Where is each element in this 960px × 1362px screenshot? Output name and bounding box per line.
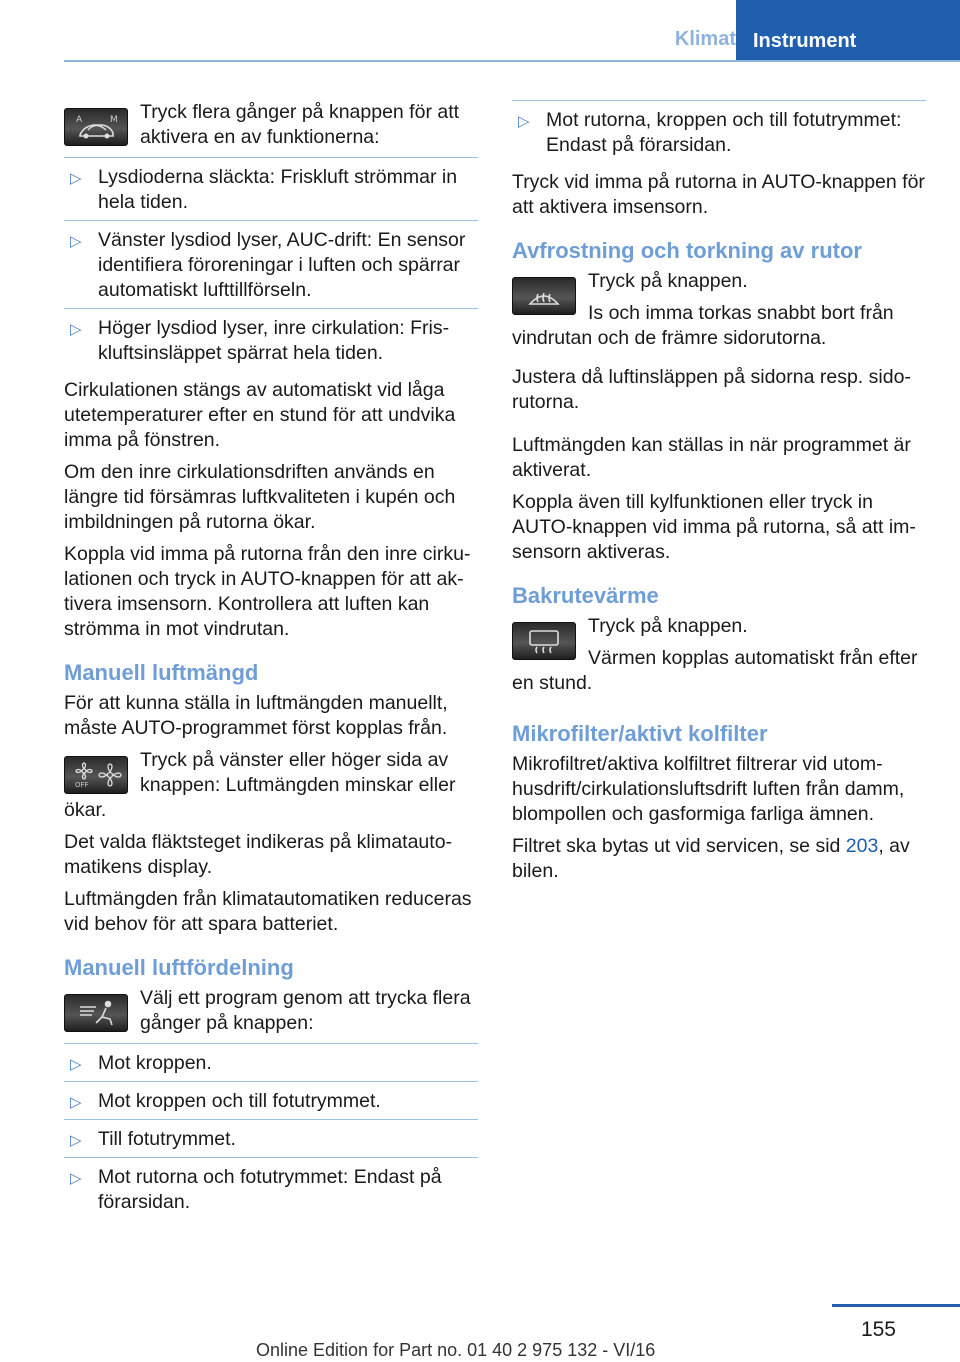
paragraph: Cirkulationen stängs av automatiskt vid låga utetemperaturer efter en stund för att undvika imma på fönstren. (64, 379, 456, 451)
paragraph: Is och imma torkas snabbt bort från vindrutan och de främre sidorutorna. (512, 302, 894, 349)
paragraph: Filtret ska bytas ut vid servicen, se sid 203, av bilen. (512, 835, 910, 882)
heading-manuell-luftmangd: Manuell luftmängd (64, 660, 259, 685)
heading-manuell-luftfordelning: Manuell luftfördelning (64, 955, 294, 980)
triangle-bullet-icon: ▷ (70, 321, 82, 338)
distribution-instruction (64, 986, 478, 1036)
triangle-bullet-icon: ▷ (70, 1056, 82, 1073)
paragraph: För att kunna ställa in luftmängden manuellt, måste AUTO-programmet först kopplas från. (64, 692, 448, 739)
heading-mikrofilter: Mikrofilter/aktivt kolfilter (512, 721, 768, 746)
list-item: ▷ Mot rutorna, kroppen och till fotutrymmet: Endast på förarsidan. (512, 100, 926, 163)
defrost-instruction (512, 269, 926, 358)
triangle-bullet-icon: ▷ (70, 1132, 82, 1149)
triangle-bullet-icon: ▷ (70, 1094, 82, 1111)
paragraph: Koppla även till kylfunktionen eller tryck in AUTO-knappen vid imma på rutorna, så att imsensorn aktiveras. (512, 491, 916, 563)
triangle-bullet-icon: ▷ (70, 170, 82, 187)
triangle-bullet-icon: ▷ (70, 233, 82, 250)
triangle-bullet-icon: ▷ (70, 1170, 82, 1187)
paragraph: Koppla vid imma på rutorna från den inre cirkulationen och tryck in AUTO-knappen för att aktivera imsensorn. Kontrollera att luften kan strömma in mot vindrutan. (64, 543, 471, 640)
svg-text:A: A (76, 115, 83, 125)
paragraph: Tryck på knappen. (588, 615, 748, 637)
svg-text:OFF: OFF (75, 781, 89, 789)
paragraph: Mikrofiltret/aktiva kolfiltret filtrerar vid utomhusdrift/cirkulationsluftsdrift luften från damm, blompollen och gasformiga farliga ämnen. (512, 753, 905, 825)
footer-rule (832, 1304, 960, 1307)
online-edition-note: Online Edition for Part no. 01 40 2 975 132 - VI/16 (256, 1340, 656, 1360)
page-header (64, 0, 960, 62)
rear-heating-instruction (512, 614, 926, 703)
left-column (64, 100, 478, 1227)
fan-instruction (64, 748, 478, 823)
header-rule (64, 60, 960, 62)
recirculation-button-icon (64, 108, 128, 146)
page-number: 155 (860, 1318, 896, 1341)
rear-window-heating-button-icon (512, 622, 576, 660)
heading-avfrostning: Avfrostning och torkning av rutor (512, 238, 862, 263)
section-tab-klimat[interactable]: Klimat (674, 28, 736, 50)
paragraph: Luftmängden kan ställas in när programmet är aktiverat. (512, 434, 911, 481)
page-link-203[interactable]: 203 (845, 835, 879, 857)
air-distribution-button-icon (64, 994, 128, 1032)
fan-instruction-text: Tryck på vänster eller höger sida av knappen: Luftmängden minskar eller ökar. (64, 749, 456, 821)
windshield-defrost-button-icon (512, 277, 576, 315)
paragraph: Luftmängden från klimatautomatiken reduceras vid behov för att spara batteriet. (64, 888, 472, 935)
list-item: ▷ Höger lysdiod lyser, inre cirkulation: Friskluftsinsläppet spärrat hela tiden. (64, 308, 478, 371)
chapter-tab-instrument[interactable]: Instrument (736, 0, 960, 62)
fan-speed-button-icon (64, 756, 128, 794)
paragraph: Det valda fläktsteget indikeras på klimatautomatikens display. (64, 831, 453, 878)
paragraph: Värmen kopplas automatiskt från efter en stund. (512, 647, 918, 694)
list-item: ▷ Vänster lysdiod lyser, AUC-drift: En sensor identifiera föroreningar i luften och spärrar automatiskt lufttillförseln. (64, 220, 478, 308)
paragraph: Tryck på knappen. (588, 270, 748, 292)
list-item: ▷ Mot rutorna och fotutrymmet: Endast på förarsidan. (64, 1157, 478, 1220)
distribution-modes-list (64, 1043, 478, 1220)
paragraph: Om den inre cirkulationsdriften används en längre tid försämras luftkvaliteten i kupén och imbildningen på rutorna ökar. (64, 461, 456, 533)
list-item: ▷ Lysdioderna släckta: Friskluft strömmar in hela tiden. (64, 157, 478, 220)
recirc-intro (64, 100, 478, 150)
right-column (512, 100, 926, 891)
triangle-bullet-icon: ▷ (518, 113, 530, 130)
svg-text:M: M (110, 115, 118, 125)
paragraph: Justera då luftinsläppen på sidorna resp. sidorutorna. (512, 366, 911, 413)
recirc-intro-text: Tryck flera gånger på knappen för att aktivera en av funktionerna: (140, 101, 460, 148)
recirc-modes-list (64, 157, 478, 371)
paragraph: Tryck vid imma på rutorna in AUTO-knappen för att aktivera imsensorn. (512, 171, 925, 218)
heading-bakrutevarme: Bakrutevärme (512, 583, 659, 608)
distribution-instruction-text: Välj ett program genom att trycka flera gånger på knappen: (140, 987, 471, 1034)
list-item: ▷ Till fotutrymmet. (64, 1119, 478, 1157)
list-item: ▷ Mot kroppen och till fotutrymmet. (64, 1081, 478, 1119)
list-item: ▷ Mot kroppen. (64, 1043, 478, 1081)
distribution-modes-list-cont (512, 100, 926, 163)
